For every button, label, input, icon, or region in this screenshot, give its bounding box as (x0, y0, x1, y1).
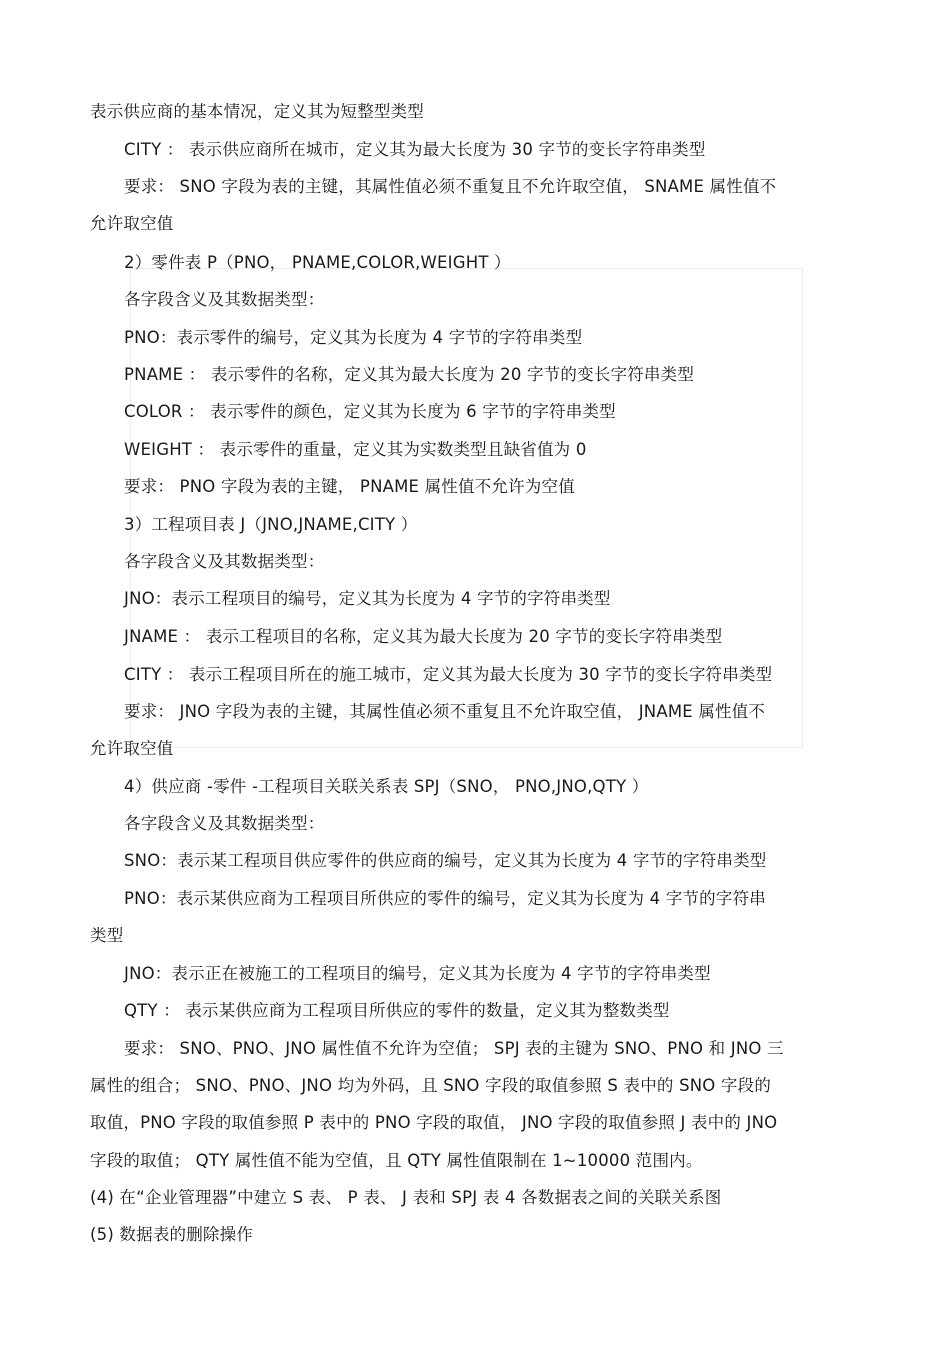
text-line: 要求： SNO 字段为表的主键，其属性值必须不重复且不允许取空值， SNAME 属性值不 (124, 177, 777, 196)
text-line: SNO：表示某工程项目供应零件的供应商的编号，定义其为长度为 4 字节的字符串类型 (124, 851, 767, 870)
text-line: WEIGHT ： 表示零件的重量，定义其为实数类型且缺省值为 0 (124, 440, 587, 459)
text-line: (4) 在“企业管理器”中建立 S 表、 P 表、 J 表和 SPJ 表 4 各数据表之间的关联关系图 (90, 1188, 722, 1207)
text-line: JNAME ： 表示工程项目的名称，定义其为最大长度为 20 字节的变长字符串类型 (124, 627, 723, 646)
text-line: PNAME ： 表示零件的名称，定义其为最大长度为 20 字节的变长字符串类型 (124, 365, 695, 384)
text-line: 允许取空值 (90, 739, 174, 758)
text-line: 要求： SNO、PNO、JNO 属性值不允许为空值； SPJ 表的主键为 SNO、PNO 和 JNO 三 (124, 1039, 784, 1058)
text-line: 属性的组合； SNO、PNO、JNO 均为外码，且 SNO 字段的取值参照 S 表中的 SNO 字段的 (90, 1076, 772, 1095)
text-line: PNO：表示某供应商为工程项目所供应的零件的编号，定义其为长度为 4 字节的字符串 (124, 889, 766, 908)
text-line: 要求： JNO 字段为表的主键，其属性值必须不重复且不允许取空值， JNAME 属性值不 (124, 702, 766, 721)
text-line: JNO：表示正在被施工的工程项目的编号，定义其为长度为 4 字节的字符串类型 (124, 964, 711, 983)
text-line: 允许取空值 (90, 214, 174, 233)
text-line: COLOR ： 表示零件的颜色，定义其为长度为 6 字节的字符串类型 (124, 402, 616, 421)
text-line: 3）工程项目表 J（JNO,JNAME,CITY ） (124, 515, 418, 534)
text-line: 各字段含义及其数据类型： (124, 290, 325, 309)
text-line: 2）零件表 P（PNO， PNAME,COLOR,WEIGHT ） (124, 253, 511, 272)
text-line: 各字段含义及其数据类型： (124, 814, 325, 833)
text-line: CITY ： 表示工程项目所在的施工城市，定义其为最大长度为 30 字节的变长字符串类型 (124, 665, 773, 684)
text-line: 表示供应商的基本情况，定义其为短整型类型 (90, 102, 424, 121)
text-line: PNO：表示零件的编号，定义其为长度为 4 字节的字符串类型 (124, 328, 583, 347)
text-line: (5) 数据表的删除操作 (90, 1225, 254, 1244)
text-line: QTY ： 表示某供应商为工程项目所供应的零件的数量，定义其为整数类型 (124, 1001, 670, 1020)
text-line: 要求： PNO 字段为表的主键， PNAME 属性值不允许为空值 (124, 477, 575, 496)
text-line: 各字段含义及其数据类型： (124, 552, 325, 571)
text-line: 4）供应商 -零件 -工程项目关联关系表 SPJ（SNO， PNO,JNO,QTY ） (124, 777, 649, 796)
text-line: CITY ： 表示供应商所在城市，定义其为最大长度为 30 字节的变长字符串类型 (124, 140, 706, 159)
text-line: 字段的取值； QTY 属性值不能为空值，且 QTY 属性值限制在 1~10000 范围内。 (90, 1151, 703, 1170)
text-line: 取值，PNO 字段的取值参照 P 表中的 PNO 字段的取值， JNO 字段的取值参照 J 表中的 JNO (90, 1113, 778, 1132)
text-line: 类型 (90, 926, 124, 945)
text-line: JNO：表示工程项目的编号，定义其为长度为 4 字节的字符串类型 (124, 589, 611, 608)
